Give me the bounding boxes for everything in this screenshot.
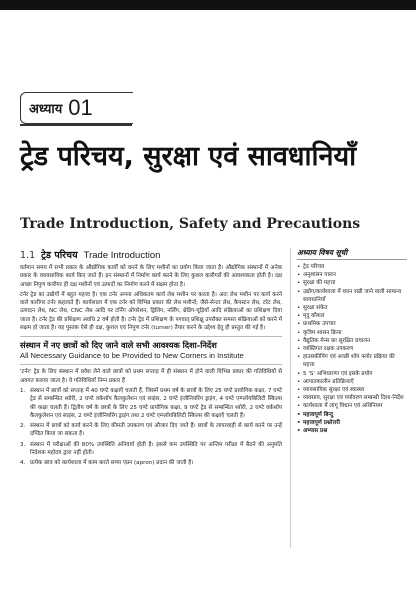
- sidebar-item-label: कार्यशाला में लागू विधान एवं अधिनियम: [303, 403, 383, 410]
- chapter-badge: [20, 92, 133, 124]
- list-item-number: 4.: [20, 460, 26, 467]
- sidebar-divider: [297, 259, 407, 260]
- sidebar-item: [297, 427, 407, 435]
- list-item: [20, 441, 282, 458]
- sidebar-item-label: वैद्युतिक मेन्स का सुरक्षित प्रचालन: [303, 337, 371, 344]
- sidebar-contents: [297, 248, 407, 435]
- sidebar-item: [297, 279, 407, 287]
- list-item-text: प्रत्येक छात्र को कार्यशाला में काम करते समय एप्रन (apron) प्रदान की जाती है।: [30, 460, 194, 467]
- list-item-number: 3.: [20, 441, 26, 448]
- bullet-icon: •: [297, 272, 301, 279]
- list-item-number: 1.: [20, 387, 26, 394]
- sidebar-item: [297, 329, 407, 337]
- sidebar-item: [297, 419, 407, 427]
- sidebar-item: [297, 386, 407, 394]
- sidebar-item: [297, 411, 407, 419]
- sidebar-item: [297, 353, 407, 369]
- chapter-number: 01: [68, 95, 93, 120]
- bullet-icon: •: [297, 280, 301, 287]
- sidebar-list: [297, 263, 407, 435]
- guidance-intro: 'टर्नर' ट्रेड के लिए संस्थान में प्रवेश लेने वाले छात्रों को प्रथम सप्ताह में ही संस्थान में होने वाली विभिन्न प्रकार की गतिविधियों से अवगत कराया जाता है। ये गतिविधियाँ निम्न प्रकार हैं: [20, 369, 282, 384]
- sidebar-item-label: मृदु कौशल: [303, 313, 325, 320]
- sidebar-item-label: व्यवसाय, सुरक्षा एवं पर्यावरण सम्बन्धी दिशा-निर्देश: [303, 395, 404, 402]
- list-item-number: 2.: [20, 423, 26, 430]
- sidebar-item-label: हाउसकीपिंग एवं अच्छी शॉप फ्लोर प्रक्रिया की महत्ता: [303, 354, 395, 369]
- sidebar-item: [297, 337, 407, 345]
- sidebar-heading: अध्याय विषय सूची: [297, 248, 348, 257]
- section-title-hindi: ट्रेड परिचय: [41, 250, 78, 261]
- sidebar-item-label: महत्त्वपूर्ण बिन्दु: [303, 411, 334, 418]
- bullet-icon: •: [297, 264, 301, 270]
- bullet-icon: •: [297, 419, 301, 426]
- list-item-text: संस्थान में परीक्षाओं की 80% उपस्थिति अनिवार्य होती है। इससे कम उपस्थिति पर अन्तिम परीक्षा में बैठने की अनुमति निदेशक महोदय द्वारा नहीं होती।: [30, 441, 282, 457]
- section-heading: [20, 248, 282, 261]
- column-divider: [290, 248, 291, 548]
- chapter-title-english: Trade Introduction, Safety and Precautions: [20, 216, 361, 232]
- bullet-icon: •: [297, 313, 301, 320]
- bullet-icon: •: [297, 395, 301, 402]
- sidebar-item: [297, 370, 407, 378]
- guidance-box: [20, 336, 282, 365]
- section-title-english: Trade Introduction: [83, 250, 161, 261]
- turner-paragraph: टर्नर ट्रेड का उद्योगों में बहुत महत्त्व है। एक टर्नर अपना अधिकतम कार्य लेथ मशीन पर करता है। अतः लेथ मशीन पर कार्य करने वाले कारीगर टर्नर कहलाते हैं। कार्यशाला में एक टर्नर को विभिन्न प्रकार की लेथ मशीनों; जैसे-सेन्टर लेथ, कैपस्टन लेथ, टरेट लेथ, उत्पादन लेथ, NC लेथ, CNC लेथ आदि पर टर्निंग ऑपरेशन, ड्रिलिंग, नर्लिंग, थ्रेडिंग-चूड़ियाँ आदि संक्रियाओं का प्रशिक्षण दिया जाता है। टर्नर ट्रेड की प्रशिक्षण अवधि 2 वर्ष होती है। टर्नर ट्रेड में प्रशिक्षण के पश्चात् प्रशिक्षु उपरोक्त समस्त संक्रियाओं को करने में सक्षम हो जाता है। यह पुस्तक ऐसे ही दक्ष, कुशल एवं निपुण टर्नर (turner) तैयार करने के उद्देश्य हेतु ही प्रस्तुत की गई है।: [20, 291, 282, 332]
- sidebar-item-label: महत्त्वपूर्ण प्रश्नोत्तरी: [303, 419, 340, 426]
- guidance-title-english: All Necessary Guidance to be Provided to New Corners in Institute: [20, 351, 244, 361]
- sidebar-item: [297, 394, 407, 402]
- bullet-icon: •: [297, 354, 301, 361]
- sidebar-item-label: ट्रेड परिचय: [303, 264, 325, 270]
- chapter-title-hindi: ट्रेड परिचय, सुरक्षा एवं सावधानियाँ: [20, 141, 357, 172]
- sidebar-item: [297, 312, 407, 320]
- sidebar-item-label: कृत्रिम श्वसन क्रिया: [303, 329, 342, 336]
- bullet-icon: •: [297, 370, 301, 377]
- sidebar-item: [297, 288, 407, 304]
- bullet-icon: •: [297, 428, 301, 435]
- list-item: [20, 422, 282, 439]
- intro-paragraph: वर्तमान समय में सभी प्रकार के औद्योगिक कार्यों को करने के लिए मशीनों का प्रयोग किया जाता है। औद्योगिक संस्थानों में अनेक प्रकार के व्यावसायिक कार्य किए जाते हैं। इन संस्थानों में निर्माण कार्य करने के लिए कुशल कारीगरों की आवश्यकता होती है। दक्ष अच्छा निपुण कारीगर ही दक्ष मशीनों एवं उत्पादों का निर्माण करने में सक्षम होता है।: [20, 265, 282, 288]
- chapter-underline: [20, 124, 132, 126]
- bullet-icon: •: [297, 411, 301, 418]
- sidebar-item: [297, 263, 407, 271]
- section-number: 1.1: [20, 250, 36, 261]
- list-item: [20, 387, 282, 420]
- sidebar-item-label: 5 'S' अभिधारणा एवं इसके प्रयोग: [303, 370, 373, 377]
- top-bar: [0, 0, 416, 10]
- list-item: [20, 459, 282, 467]
- sidebar-item-label: अनुशासन पालन: [303, 272, 336, 279]
- bullet-icon: •: [297, 387, 301, 394]
- bullet-icon: •: [297, 329, 301, 336]
- bullet-icon: •: [297, 305, 301, 312]
- main-column: [20, 248, 282, 470]
- sidebar-item: [297, 304, 407, 312]
- sidebar-item-label: अभ्यास प्रश्न: [303, 428, 328, 435]
- guidance-title-hindi: संस्थान में नए छात्रों को दिए जाने वाले सभी आवश्यक दिशा-निर्देश: [20, 340, 217, 351]
- sidebar-item-label: प्राथमिक उपचार: [303, 321, 336, 328]
- bullet-icon: •: [297, 288, 301, 295]
- sidebar-item: [297, 320, 407, 328]
- sidebar-item: [297, 402, 407, 410]
- sidebar-item: [297, 271, 407, 279]
- sidebar-item: [297, 378, 407, 386]
- bullet-icon: •: [297, 337, 301, 344]
- bullet-icon: •: [297, 346, 301, 353]
- list-item-text: संस्थान में छात्रों को सप्ताह में 40 घण्टे कक्षाएँ चलती हैं, जिसमें प्रथम वर्ष के छात्रों के लिए 25 घण्टे प्रायोगिक कक्षा, 7 घण्टे ट्रेड से सम्बन्धित थ्योरी, 2 घण्टे वर्कशॉप कैलकुलेशन एवं साइंस, 2 घण्टे इंजीनियरिंग ड्राइंग, 4 घण्टे एम्प्लॉयबिलिटी स्किल्स की कक्षा चलती हैं। द्वितीय वर्ष के छात्रों के लिए 25 घण्टे प्रायोगिक कक्षा, 9 घण्टे ट्रेड से सम्बन्धित थ्योरी, 2 घण्टे वर्कशॉप कैलकुलेशन एवं साइंस, 2 घण्टे इंजीनियरिंग ड्राइंग तथा 2 घण्टे एम्प्लॉयबिलिटी स्किल्स की कक्षाएँ चलती हैं।: [30, 387, 282, 419]
- bullet-icon: •: [297, 403, 301, 410]
- sidebar-item-label: व्यक्तिगत रक्षक उपकरण: [303, 346, 354, 353]
- chapter-word: अध्याय: [29, 102, 63, 117]
- sidebar-item: [297, 345, 407, 353]
- sidebar-item-label: सुरक्षा की महत्ता: [303, 280, 336, 287]
- list-item-text: संस्थान में छात्रों को कार्य करने के लिए कीमती उपकरण एवं औजार दिए जाते हैं। छात्रों के लापरवाही से कार्य करने पर उन्हें दण्डित किया जा सकता है।: [30, 423, 282, 438]
- bullet-icon: •: [297, 378, 301, 385]
- bullet-icon: •: [297, 321, 301, 328]
- sidebar-item-label: सुरक्षा संकेत: [303, 305, 328, 312]
- sidebar-item-label: व्यावसायिक सुरक्षा एवं स्वास्थ्य: [303, 387, 365, 394]
- sidebar-item-label: उद्योग/कार्यशाला में ध्यान रखी जाने वाली सामान्य सावधानियाँ: [303, 288, 402, 303]
- sidebar-item-label: आपातकालीन प्रतिक्रियाएँ: [303, 378, 354, 385]
- guidance-list: [20, 387, 282, 468]
